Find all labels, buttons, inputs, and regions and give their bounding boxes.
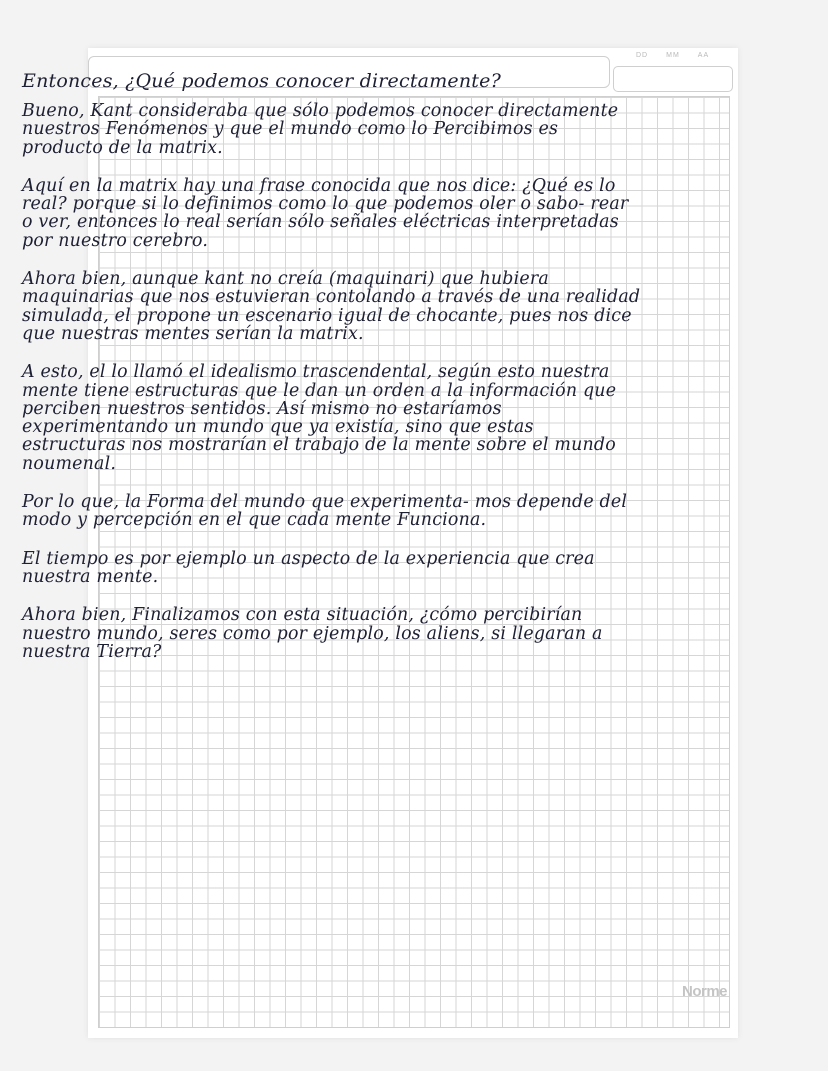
brand-logo: Norme bbox=[682, 983, 728, 1000]
handwritten-notes bbox=[22, 66, 642, 681]
notes-paragraph: Ahora bien, aunque kant no creía (maquinari) que hubiera maquinarias que nos estuvieran contolando a través de una realidad simulada, el propone un escenario igual de chocante, pues nos dice que nuestras mentes serían la matrix. bbox=[22, 269, 641, 344]
date-label-day: DD bbox=[636, 52, 649, 59]
notes-paragraph: A esto, el lo llamó el idealismo trascendental, según esto nuestra mente tiene estructuras que le dan un orden a la información que perciben nuestros sentidos. Así mismo no estaríamos experimentando un mundo que ya existía, sino que estas estructuras nos mostrarían el trabajo de la mente sobre el mundo noumenal. bbox=[22, 362, 617, 474]
notes-paragraph: Por lo que, la Forma del mundo que experimenta- mos depende del modo y percepción en el que cada mente Funciona. bbox=[22, 492, 628, 531]
notes-title: Entonces, ¿Qué podemos conocer directamente? bbox=[22, 70, 501, 92]
notes-paragraph: El tiempo es por ejemplo un aspecto de la experiencia que crea nuestra mente. bbox=[22, 548, 595, 587]
date-label-year: AA bbox=[697, 52, 710, 59]
notes-paragraph: Ahora bien, Finalizamos con esta situación, ¿cómo percibirían nuestro mundo, seres como por ejemplo, los aliens, si llegaran a nuestra Tierra? bbox=[22, 605, 603, 662]
date-label-month: MM bbox=[666, 52, 680, 59]
notes-paragraph: Aquí en la matrix hay una frase conocida que nos dice: ¿Qué es lo real? porque si lo definimos como lo que podemos oler o sabo- rear o ver, entonces lo real serían sólo señales eléctricas interpretadas por nuestro cerebro. bbox=[22, 175, 629, 251]
date-labels bbox=[636, 52, 736, 59]
notes-paragraph: Bueno, Kant consideraba que sólo podemos conocer directamente nuestros Fenómenos y que el mundo como lo Percibimos es producto de la matrix. bbox=[22, 101, 619, 158]
